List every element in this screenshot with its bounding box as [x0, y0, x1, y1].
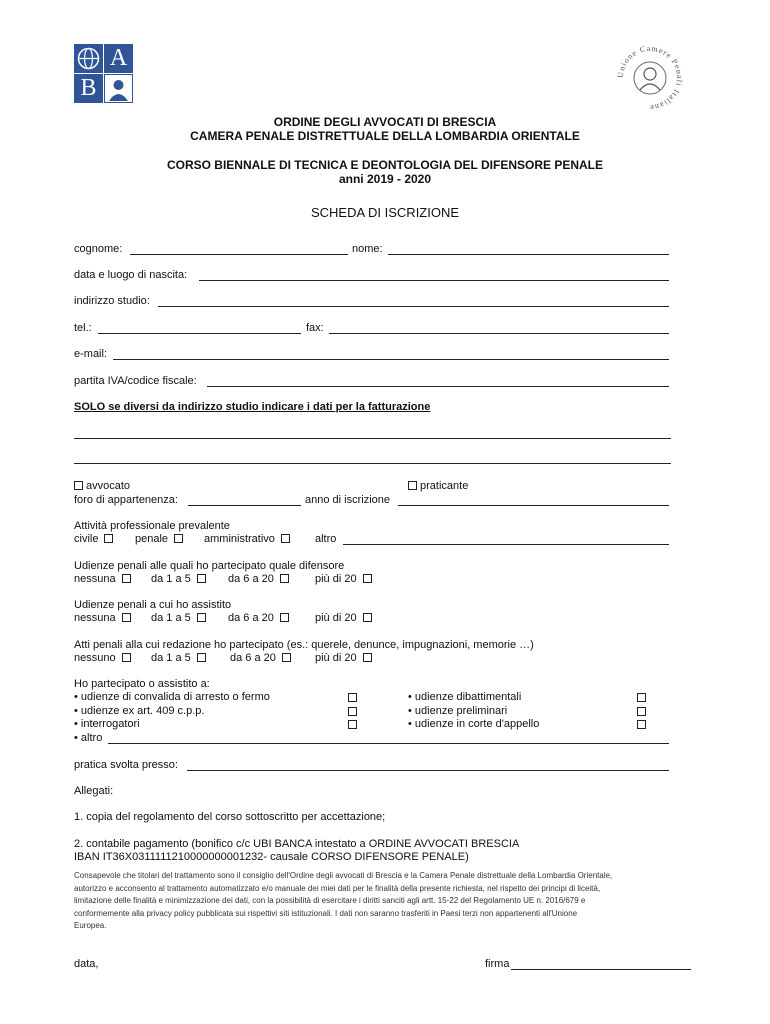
- course-title: CORSO BIENNALE DI TECNICA E DEONTOLOGIA DEL DIFENSORE PENALE: [166, 158, 604, 172]
- option-checkbox[interactable]: [282, 653, 291, 662]
- option-checkbox[interactable]: [280, 613, 289, 622]
- option-label: da 6 a 20: [228, 573, 274, 585]
- anno-field[interactable]: [398, 505, 669, 506]
- nome-label: nome:: [352, 243, 383, 255]
- allegato-1: 1. copia del regolamento del corso sottoscritto per accettazione;: [74, 811, 386, 823]
- firma-field[interactable]: [511, 969, 691, 970]
- option[interactable]: [315, 573, 372, 585]
- header-line-1: ORDINE DEGLI AVVOCATI DI BRESCIA: [273, 115, 497, 129]
- option-checkbox[interactable]: [280, 574, 289, 583]
- civile-option[interactable]: [74, 533, 113, 545]
- privacy-line: conformemente alla privacy policy pubblicata sui rispettivi siti istituzionali. I dati non saranno trasferiti in Paesi terzi non appartenenti all'Unione: [74, 908, 578, 918]
- ex-409-checkbox[interactable]: [348, 707, 357, 716]
- fatturazione-line-1[interactable]: [74, 438, 671, 439]
- svg-text:Unione Camere Penali Italiane: [616, 44, 684, 112]
- attivita-title: Attività professionale prevalente: [74, 520, 230, 532]
- foro-field[interactable]: [188, 505, 301, 506]
- partecipato-left-1: • udienze di convalida di arresto o fermo: [74, 691, 270, 703]
- privacy-line: Consapevole che titolari del trattamento sono il consiglio dell'Ordine degli avvocati di Brescia e la Camera Penale distrettuale della Lombardia Orientale,: [74, 871, 613, 880]
- logo-letter-b: B: [74, 74, 103, 103]
- atti-title: Atti penali alla cui redazione ho partecipato (es.: querele, denunce, impugnazioni, memorie …): [74, 639, 534, 651]
- course-years: anni 2019 - 2020: [338, 172, 432, 186]
- dibattimentali-checkbox[interactable]: [637, 693, 646, 702]
- seal-ring-text: Unione Camere Penali Italiane: [615, 43, 685, 113]
- fax-label: fax:: [306, 322, 324, 334]
- amministrativo-checkbox[interactable]: [281, 534, 290, 543]
- option-label: da 6 a 20: [228, 612, 274, 624]
- option-checkbox[interactable]: [122, 613, 131, 622]
- indirizzo-label: indirizzo studio:: [74, 295, 150, 307]
- indirizzo-field[interactable]: [158, 306, 669, 307]
- fatturazione-line-2[interactable]: [74, 463, 671, 464]
- fatturazione-prefix: SOLO: [74, 401, 106, 413]
- option[interactable]: [230, 652, 291, 664]
- option-label: da 6 a 20: [230, 652, 276, 664]
- option-checkbox[interactable]: [363, 574, 372, 583]
- option[interactable]: [151, 573, 206, 585]
- praticante-option[interactable]: [408, 480, 468, 492]
- option-label: nessuna: [74, 573, 116, 585]
- piva-label: partita IVA/codice fiscale:: [74, 375, 197, 387]
- option[interactable]: [74, 573, 131, 585]
- privacy-line: limitazione delle finalità e minimizzazione dei dati, con la possibilità di esercitare i diritti sanciti agli artt. 15-22 del Regolamento UE n. 2016/679 e: [74, 896, 586, 905]
- allegati-title: Allegati:: [74, 785, 114, 797]
- penale-label: penale: [135, 533, 169, 545]
- option-checkbox[interactable]: [197, 613, 206, 622]
- partecipato-right-3: • udienze in corte d'appello: [408, 718, 540, 730]
- privacy-notice: [74, 870, 696, 933]
- nome-field[interactable]: [388, 254, 669, 255]
- udienze-assistito-title: Udienze penali a cui ho assistito: [74, 599, 232, 611]
- option-label: nessuno: [74, 652, 116, 664]
- option-checkbox[interactable]: [363, 653, 372, 662]
- fatturazione-text: se diversi da indirizzo studio indicare i dati per la fatturazione: [105, 401, 431, 413]
- option-label: da 1 a 5: [151, 573, 191, 585]
- cognome-label: cognome:: [74, 243, 123, 255]
- email-label: e-mail:: [74, 348, 108, 360]
- data-label: data,: [74, 958, 99, 970]
- partecipato-left-2: • udienze ex art. 409 c.p.p.: [74, 705, 205, 717]
- option[interactable]: [228, 612, 289, 624]
- option[interactable]: [315, 612, 372, 624]
- option-checkbox[interactable]: [363, 613, 372, 622]
- option-label: da 1 a 5: [151, 612, 191, 624]
- nascita-label: data e luogo di nascita:: [74, 269, 188, 281]
- option-checkbox[interactable]: [197, 574, 206, 583]
- interrogatori-checkbox[interactable]: [348, 720, 357, 729]
- avvocato-label: avvocato: [86, 480, 131, 492]
- tel-field[interactable]: [98, 333, 301, 334]
- tel-label: tel.:: [74, 322, 92, 334]
- option-label: più di 20: [315, 573, 357, 585]
- privacy-line: autorizzo e acconsento al trattamento automatizzato e/o manuale dei miei dati per le finalità della presente richiesta, nel rispetto dei principi di liceità,: [74, 883, 601, 893]
- option-label: più di 20: [315, 652, 357, 664]
- option-checkbox[interactable]: [122, 653, 131, 662]
- avvocato-option[interactable]: [74, 480, 130, 492]
- foro-label: foro di appartenenza:: [74, 494, 178, 506]
- udienze-difensore-title: Udienze penali alle quali ho partecipato quale difensore: [74, 560, 345, 572]
- allegato-2-line-1: 2. contabile pagamento (bonifico c/c UBI BANCA intestato a ORDINE AVVOCATI BRESCIA: [74, 838, 520, 850]
- praticante-checkbox[interactable]: [408, 481, 417, 490]
- globe-icon: [74, 44, 103, 73]
- civile-checkbox[interactable]: [104, 534, 113, 543]
- option[interactable]: [74, 612, 131, 624]
- option[interactable]: [151, 612, 206, 624]
- penale-checkbox[interactable]: [174, 534, 183, 543]
- option[interactable]: [74, 652, 131, 664]
- altro-attivita-field[interactable]: [343, 544, 669, 545]
- form-title: SCHEDA DI ISCRIZIONE: [310, 205, 460, 220]
- option-checkbox[interactable]: [197, 653, 206, 662]
- option-label: più di 20: [315, 612, 357, 624]
- allegato-2-line-2: IBAN IT36X0311111210000000001232- causale CORSO DIFENSORE PENALE): [74, 851, 469, 863]
- praticante-label: praticante: [420, 480, 469, 492]
- header-line-2: CAMERA PENALE DISTRETTUALE DELLA LOMBARDIA ORIENTALE: [190, 129, 580, 143]
- logo-globe-tile: [74, 44, 103, 73]
- privacy-line: Europea.: [74, 921, 107, 930]
- option[interactable]: [151, 652, 206, 664]
- fax-field[interactable]: [329, 333, 669, 334]
- altro-label: altro: [315, 533, 337, 545]
- logo-letter-a: A: [104, 44, 133, 73]
- avvocato-checkbox[interactable]: [74, 481, 83, 490]
- civile-label: civile: [74, 533, 99, 545]
- option[interactable]: [228, 573, 289, 585]
- portrait-icon: [105, 75, 132, 102]
- option-label: nessuna: [74, 612, 116, 624]
- camere-penali-seal: [612, 40, 688, 116]
- partecipato-altro: • altro: [74, 732, 103, 744]
- seal-icon: [612, 40, 688, 116]
- corte-appello-checkbox[interactable]: [637, 720, 646, 729]
- option[interactable]: [315, 652, 372, 664]
- convalida-checkbox[interactable]: [348, 693, 357, 702]
- partecipato-right-2: • udienze preliminari: [408, 705, 508, 717]
- amministrativo-option[interactable]: [204, 533, 290, 545]
- amministrativo-label: amministrativo: [204, 533, 275, 545]
- preliminari-checkbox[interactable]: [637, 707, 646, 716]
- fatturazione-heading: [74, 401, 430, 413]
- anno-label: anno di iscrizione: [305, 494, 390, 506]
- logo-portrait-tile: [104, 74, 133, 103]
- option-checkbox[interactable]: [122, 574, 131, 583]
- firma-label: firma: [485, 958, 510, 970]
- email-field[interactable]: [113, 359, 669, 360]
- piva-field[interactable]: [207, 386, 669, 387]
- partecipato-altro-field[interactable]: [108, 743, 669, 744]
- option-label: da 1 a 5: [151, 652, 191, 664]
- cognome-field[interactable]: [130, 254, 348, 255]
- partecipato-left-3: • interrogatori: [74, 718, 140, 730]
- partecipato-title: Ho partecipato o assistito a:: [74, 678, 210, 690]
- nascita-field[interactable]: [199, 280, 669, 281]
- penale-option[interactable]: [135, 533, 183, 545]
- pratica-label: pratica svolta presso:: [74, 759, 178, 771]
- pratica-field[interactable]: [187, 770, 669, 771]
- partecipato-right-1: • udienze dibattimentali: [408, 691, 522, 703]
